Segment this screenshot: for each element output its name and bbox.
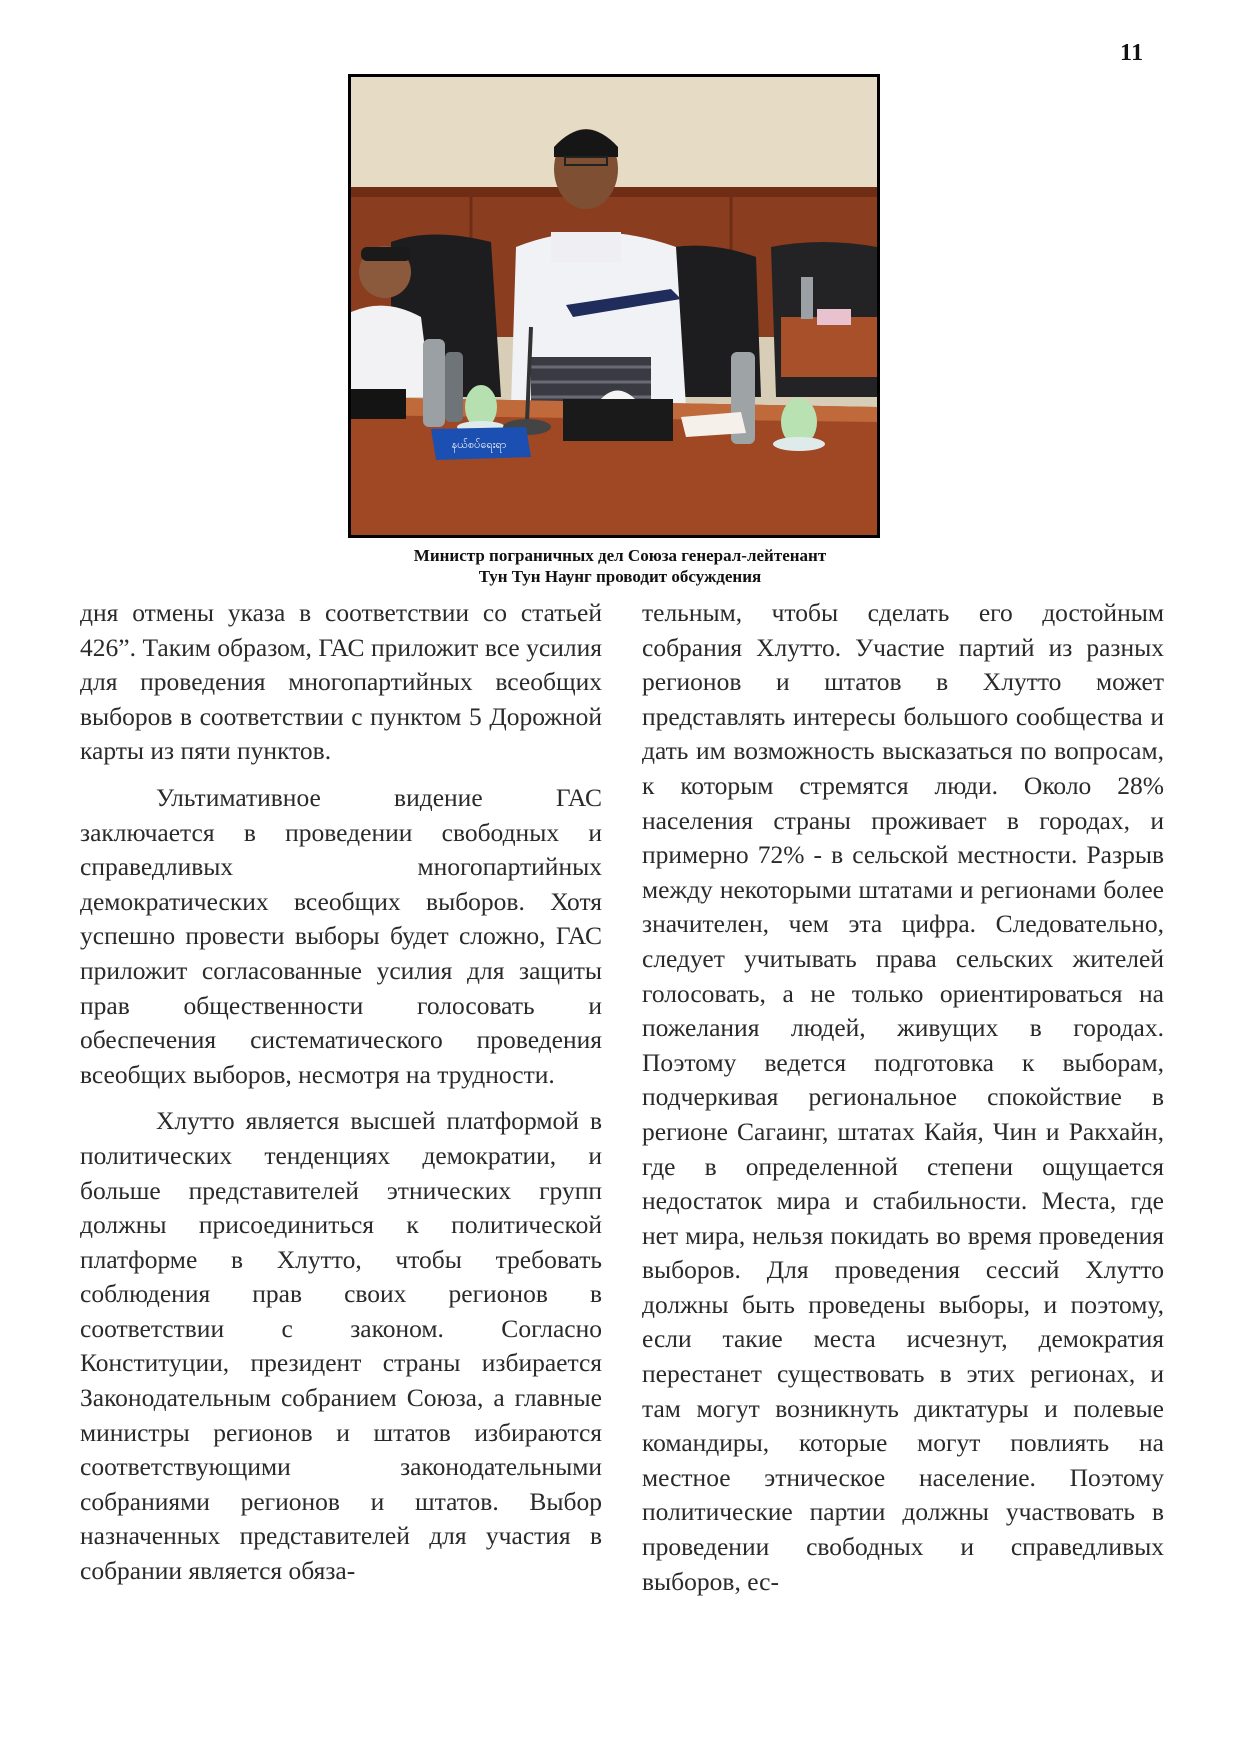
meeting-photo bbox=[348, 74, 880, 538]
meeting-photo-illustration bbox=[351, 77, 877, 535]
nameplate-text: နယ်စပ်ရေးရာ bbox=[451, 438, 507, 451]
article-right-column bbox=[642, 596, 1164, 1599]
paragraph: дня отмены указа в соответствии со статьей 426”. Таким образом, ГАС приложит все усилия для проведения многопартийных всеобщих выборов в соответствии с пунктом 5 Дорожной карты из пяти пунктов. bbox=[80, 598, 602, 766]
caption-line-1: Министр пограничных дел Союза генерал-лейтенант bbox=[413, 546, 827, 565]
caption-line-2: Тун Тун Наунг проводит обсуждения bbox=[478, 567, 762, 586]
paragraph: тельным, чтобы сделать его достойным собрания Хлутто. Участие партий из разных регионов и штатов в Хлутто может представлять интересы большого сообщества и дать им возможность высказаться по вопросам, к которым стремятся люди. Около 28% населения страны проживает в городах, и примерно 72% - в сельской местности. Разрыв между некоторыми штатами и регионами более значителен, чем эта цифра. Следовательно, следует учитывать права сельских жителей голосовать, а не только ориентироваться на пожелания людей, живущих в городах. Поэтому ведется подготовка к выборам, подчеркивая региональное спокойствие в регионе Сагаинг, штатах Кайя, Чин и Ракхайн, где в определенной степени ощущается недостаток мира и стабильности. Места, где нет мира, нельзя покидать во время проведения выборов. Для проведения сессий Хлутто должны быть проведены выборы, и поэтому, если такие места исчезнут, демократия перестанет существовать в этих регионах, и там могут возникнуть диктатуры и полевые командиры, которые могут повлиять на местное этническое население. Поэтому политические партии должны участвовать в проведении свободных и справедливых выборов, ес- bbox=[642, 598, 1164, 1596]
article-left-column bbox=[80, 596, 602, 1589]
paragraph: Хлутто является высшей платформой в политических тенденциях демократии, и больше представителей этнических групп должны присоединиться к политической платформе в Хлутто, чтобы требовать соблюдения прав своих регионов в соответствии с законом. Согласно Конституции, президент страны избирается Законодательным собранием Союза, а главные министры регионов и штатов избираются соответствующими законодательными собраниями регионов и штатов. Выбор назначенных представителей для участия в собрании является обяза- bbox=[80, 1106, 602, 1586]
paragraph: Ультимативное видение ГАС заключается в проведении свободных и справедливых многопартийных демократических всеобщих выборов. Хотя успешно провести выборы будет сложно, ГАС приложит согласованные усилия для защиты прав общественности голосовать и обеспечения систематического проведения всеобщих выборов, несмотря на трудности. bbox=[80, 782, 602, 1089]
photo-caption bbox=[300, 545, 940, 587]
page-number: 11 bbox=[1120, 40, 1144, 66]
